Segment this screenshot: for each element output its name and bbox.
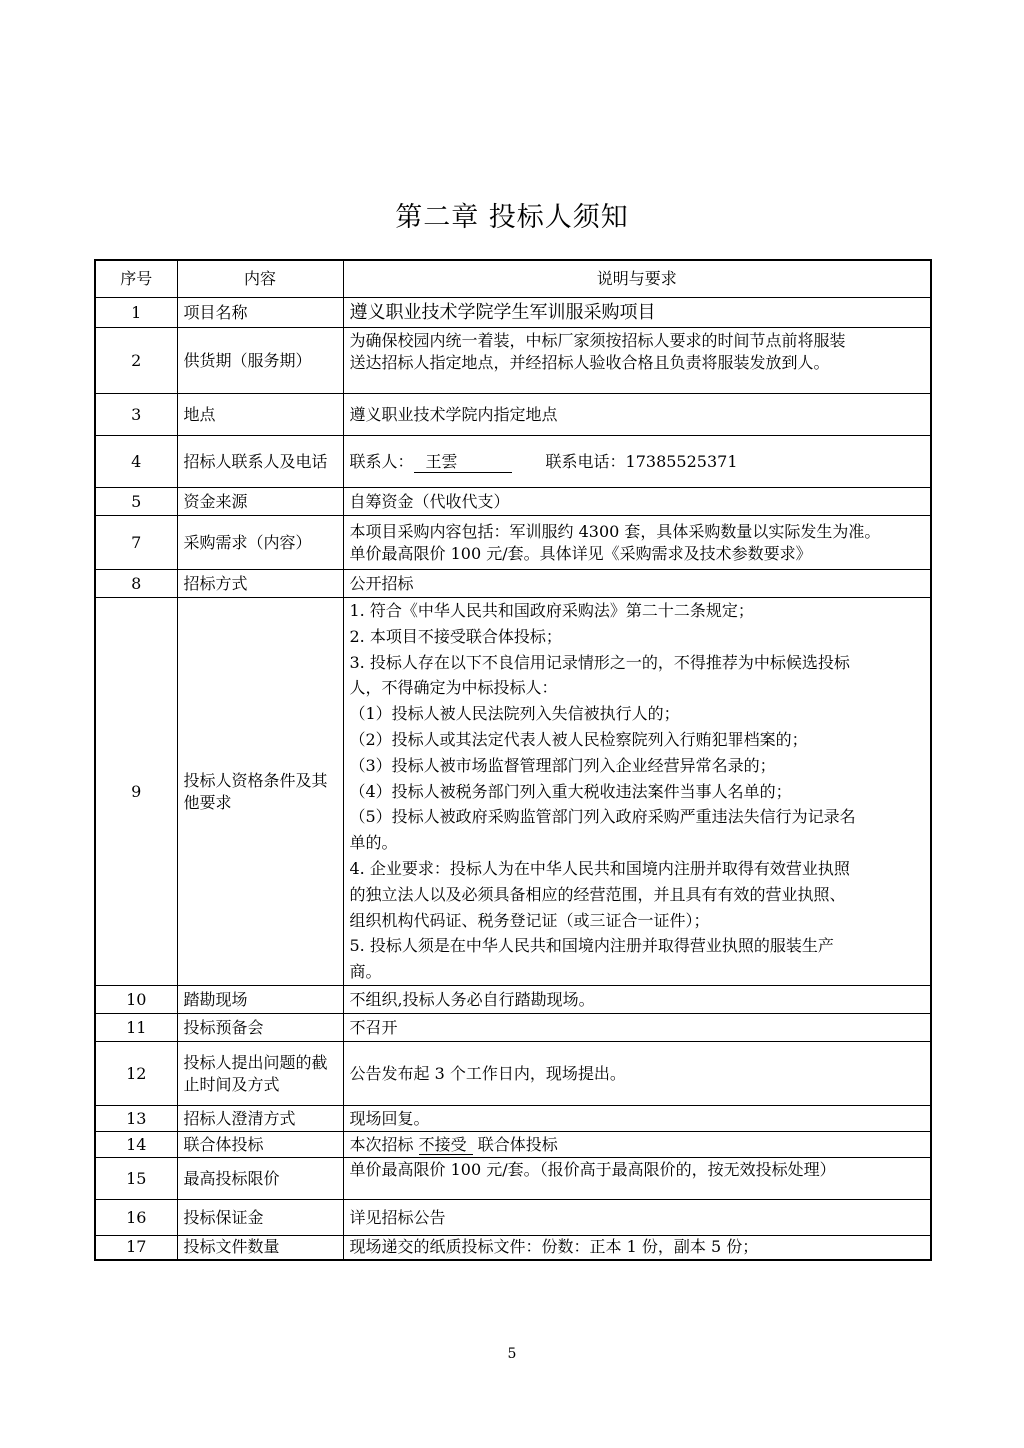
table-header-row (95, 260, 931, 298)
row-number: 3 (95, 394, 177, 436)
row-content: 现场回复。 (343, 1106, 931, 1132)
table-row (95, 1158, 931, 1200)
row-content: 公开招标 (343, 570, 931, 598)
row-number: 16 (95, 1200, 177, 1236)
row-item: 投标人资格条件及其他要求 (177, 598, 343, 986)
row-number: 17 (95, 1236, 177, 1260)
table-row (95, 298, 931, 328)
content-line: 单的。 (349, 833, 398, 853)
contact-name: 王雲 (414, 452, 512, 473)
phone-number: 17385525371 (625, 451, 738, 471)
row-item: 踏勘现场 (177, 986, 343, 1014)
row-content (343, 1132, 931, 1158)
content-line: 5. 投标人须是在中华人民共和国境内注册并取得营业执照的服装生产 (349, 936, 834, 956)
row-number: 1 (95, 298, 177, 328)
row-item: 投标保证金 (177, 1200, 343, 1236)
content-line: 2. 本项目不接受联合体投标； (349, 626, 562, 646)
row-item: 资金来源 (177, 488, 343, 516)
table-row (95, 1106, 931, 1132)
content-line: （5）投标人被政府采购监管部门列入政府采购严重违法失信行为记录名 (349, 807, 856, 827)
table-row (95, 570, 931, 598)
phone-label: 联系电话： (545, 451, 626, 471)
table-row (95, 436, 931, 488)
row-item: 采购需求（内容） (177, 516, 343, 570)
content-line: 本项目采购内容包括：军训服约 4300 套，具体采购数量以实际发生为准。 (349, 521, 881, 541)
row-content (343, 516, 931, 570)
content-line: 单价最高限价 100 元/套。具体详见《采购需求及技术参数要求》 (349, 543, 812, 563)
row-number: 12 (95, 1042, 177, 1106)
table-row (95, 516, 931, 570)
table-row (95, 1042, 931, 1106)
row-number: 11 (95, 1014, 177, 1042)
row-item: 联合体投标 (177, 1132, 343, 1158)
row-content: 详见招标公告 (343, 1200, 931, 1236)
content-line: 3. 投标人存在以下不良信用记录情形之一的，不得推荐为中标候选投标 (349, 652, 850, 672)
row-item: 地点 (177, 394, 343, 436)
row-content: 遵义职业技术学院内指定地点 (343, 394, 931, 436)
page-title: 第二章 投标人须知 (395, 202, 629, 233)
page-number: 5 (507, 1346, 517, 1362)
row-content: 不召开 (343, 1014, 931, 1042)
row-number: 10 (95, 986, 177, 1014)
row-item: 招标人联系人及电话 (177, 436, 343, 488)
table-row (95, 1200, 931, 1236)
row-item: 招标人澄清方式 (177, 1106, 343, 1132)
bid-consortium-suffix: 联合体投标 (472, 1134, 558, 1154)
content-line: （4）投标人被税务部门列入重大税收违法案件当事人名单的； (349, 781, 792, 801)
row-item: 最高投标限价 (177, 1158, 343, 1200)
content-line: 的独立法人以及必须具备相应的经营范围，并且具有有效的营业执照、 (349, 884, 846, 904)
row-content: 公告发布起 3 个工作日内，现场提出。 (343, 1042, 931, 1106)
bidder-notice-table (94, 259, 932, 1261)
row-item: 招标方式 (177, 570, 343, 598)
row-content: 自筹资金（代收代支） (343, 488, 931, 516)
table-row (95, 598, 931, 986)
content-line: 4. 企业要求：投标人为在中华人民共和国境内注册并取得有效营业执照 (349, 858, 850, 878)
row-number: 2 (95, 328, 177, 394)
row-item: 项目名称 (177, 298, 343, 328)
content-line: （3）投标人被市场监督管理部门列入企业经营异常名录的； (349, 755, 776, 775)
row-item: 投标预备会 (177, 1014, 343, 1042)
content-line: 送达招标人指定地点，并经招标人验收合格且负责将服装发放到人。 (349, 353, 830, 372)
table-row (95, 1132, 931, 1158)
table-row (95, 328, 931, 394)
row-number: 7 (95, 516, 177, 570)
row-item: 投标人提出问题的截止时间及方式 (177, 1042, 343, 1106)
table-row (95, 394, 931, 436)
row-item: 供货期（服务期） (177, 328, 343, 394)
header-item: 内容 (177, 260, 343, 298)
content-line: 为确保校园内统一着装，中标厂家须按招标人要求的时间节点前将服装 (349, 331, 846, 350)
contact-label: 联系人： (349, 451, 414, 471)
row-content (343, 328, 931, 394)
table-row (95, 1236, 931, 1260)
row-number: 13 (95, 1106, 177, 1132)
header-seq: 序号 (95, 260, 177, 298)
content-line: 组织机构代码证、税务登记证（或三证合一证件）； (349, 910, 710, 930)
row-number: 4 (95, 436, 177, 488)
content-line: 1. 符合《中华人民共和国政府采购法》第二十二条规定； (349, 601, 754, 621)
row-number: 14 (95, 1132, 177, 1158)
row-item: 投标文件数量 (177, 1236, 343, 1260)
table-row (95, 1014, 931, 1042)
row-content (343, 436, 931, 488)
content-line: 人，不得确定为中标投标人： (349, 678, 558, 698)
row-number: 9 (95, 598, 177, 986)
row-number: 15 (95, 1158, 177, 1200)
bid-consortium-value: 不接受 (419, 1135, 473, 1155)
row-content: 现场递交的纸质投标文件：份数：正本 1 份，副本 5 份； (343, 1236, 931, 1260)
row-content: 单价最高限价 100 元/套。（报价高于最高限价的，按无效投标处理） (343, 1158, 931, 1200)
row-content: 不组织,投标人务必自行踏勘现场。 (343, 986, 931, 1014)
table-row (95, 488, 931, 516)
row-number: 5 (95, 488, 177, 516)
content-line: （2）投标人或其法定代表人被人民检察院列入行贿犯罪档案的； (349, 730, 808, 749)
header-desc: 说明与要求 (343, 260, 931, 298)
bid-consortium-prefix: 本次招标 (349, 1134, 419, 1154)
content-line: （1）投标人被人民法院列入失信被执行人的； (349, 704, 680, 724)
row-content (343, 598, 931, 986)
row-number: 8 (95, 570, 177, 598)
content-line: 商。 (349, 962, 382, 982)
table-row (95, 986, 931, 1014)
row-content: 遵义职业技术学院学生军训服采购项目 (343, 298, 931, 328)
